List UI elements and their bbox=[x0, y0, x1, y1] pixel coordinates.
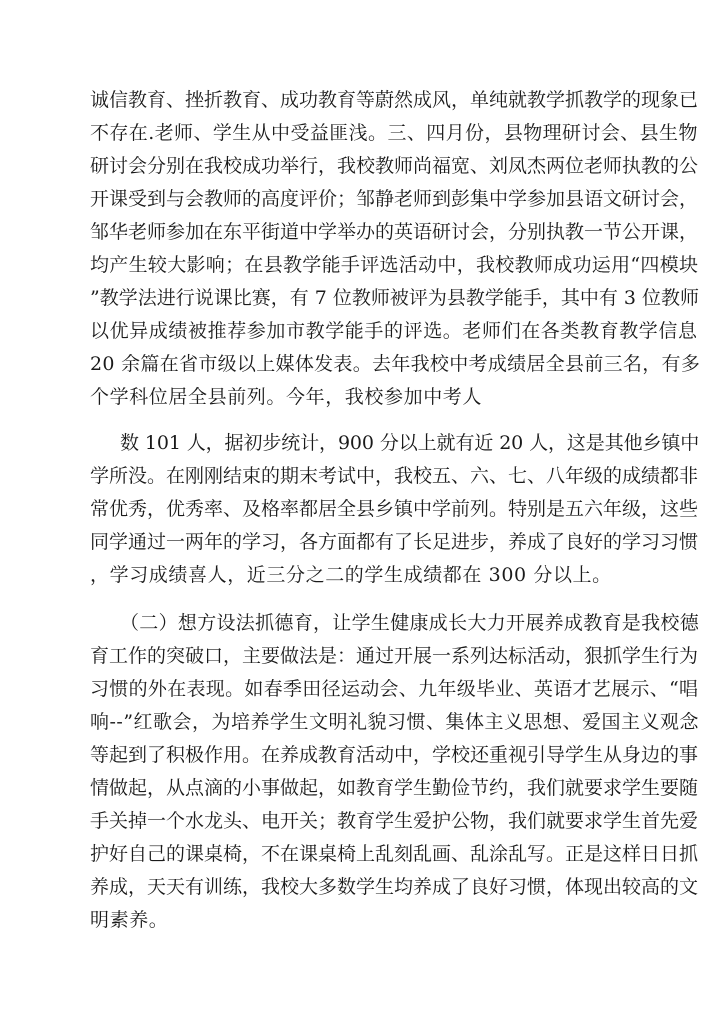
paragraph-3-line: （二）想方设法抓德育，让学生健康成长大力开展养成教育是我校德 bbox=[120, 612, 700, 634]
paragraph-3-line: 等起到了积极作用。在养成教育活动中，学校还重视引导学生从身边的事 bbox=[90, 744, 699, 766]
paragraph-3-line: 护好自己的课桌椅，不在课桌椅上乱刻乱画、乱涂乱写。正是这样日日抓 bbox=[90, 843, 699, 865]
paragraph-3-line: 情做起，从点滴的小事做起，如教育学生勤俭节约，我们就要求学生要随 bbox=[90, 777, 699, 799]
paragraph-3-line: 手关掉一个水龙头、电开关；教育学生爱护公物，我们就要求学生首先爱 bbox=[90, 810, 699, 832]
paragraph-1-line: 20 余篇在省市级以上媒体发表。去年我校中考成绩居全县前三名，有多 bbox=[90, 353, 701, 375]
paragraph-3-line: 养成，天天有训练，我校大多数学生均养成了良好习惯，体现出较高的文 bbox=[90, 876, 699, 898]
paragraph-3-line: 明素养。 bbox=[90, 909, 169, 931]
paragraph-1-line: ”教学法进行说课比赛，有 7 位教师被评为县教学能手，其中有 3 位教师 bbox=[90, 287, 700, 309]
paragraph-1-line: 开课受到与会教师的高度评价；邹静老师到彭集中学参加县语文研讨会， bbox=[90, 188, 699, 210]
paragraph-1-line: 不存在.老师、学生从中受益匪浅。三、四月份，县物理研讨会、县生物 bbox=[90, 122, 698, 144]
paragraph-3-line: 习惯的外在表现。如春季田径运动会、九年级毕业、英语才艺展示、“唱 bbox=[90, 678, 699, 700]
paragraph-1-line: 以优异成绩被推荐参加市教学能手的评选。老师们在各类教育教学信息 bbox=[90, 320, 698, 342]
paragraph-3-line: 育工作的突破口，主要做法是：通过开展一系列达标活动，狠抓学生行为 bbox=[90, 645, 699, 667]
paragraph-1-line: 个学科位居全县前列。今年，我校参加中考人 bbox=[90, 386, 483, 408]
paragraph-2-line: 学所没。在刚刚结束的期末考试中，我校五、六、七、八年级的成绩都非 bbox=[90, 465, 699, 487]
paragraph-3-line: 响--”红歌会，为培养学生文明礼貌习惯、集体主义思想、爱国主义观念 bbox=[90, 711, 700, 733]
paragraph-1-line: 邹华老师参加在东平街道中学举办的英语研讨会，分别执教一节公开课， bbox=[90, 221, 699, 243]
paragraph-2-line: 同学通过一两年的学习，各方面都有了长足进步，养成了良好的学习习惯 bbox=[90, 531, 699, 553]
paragraph-2-line: 常优秀，优秀率、及格率都居全县乡镇中学前列。特别是五六年级，这些 bbox=[90, 498, 699, 520]
paragraph-1-line: 研讨会分别在我校成功举行，我校教师尚福宽、刘凤杰两位老师执教的公 bbox=[90, 155, 699, 177]
paragraph-1-line: 诚信教育、挫折教育、成功教育等蔚然成风，单纯就教学抓教学的现象已 bbox=[90, 89, 699, 111]
paragraph-1-line: 均产生较大影响；在县教学能手评选活动中，我校教师成功运用“四模块 bbox=[90, 254, 699, 276]
paragraph-2-line: ，学习成绩喜人，近三分之二的学生成绩都在 300 分以上。 bbox=[90, 564, 612, 586]
paragraph-2-line: 数 101 人，据初步统计，900 分以上就有近 20 人，这是其他乡镇中 bbox=[120, 432, 700, 454]
